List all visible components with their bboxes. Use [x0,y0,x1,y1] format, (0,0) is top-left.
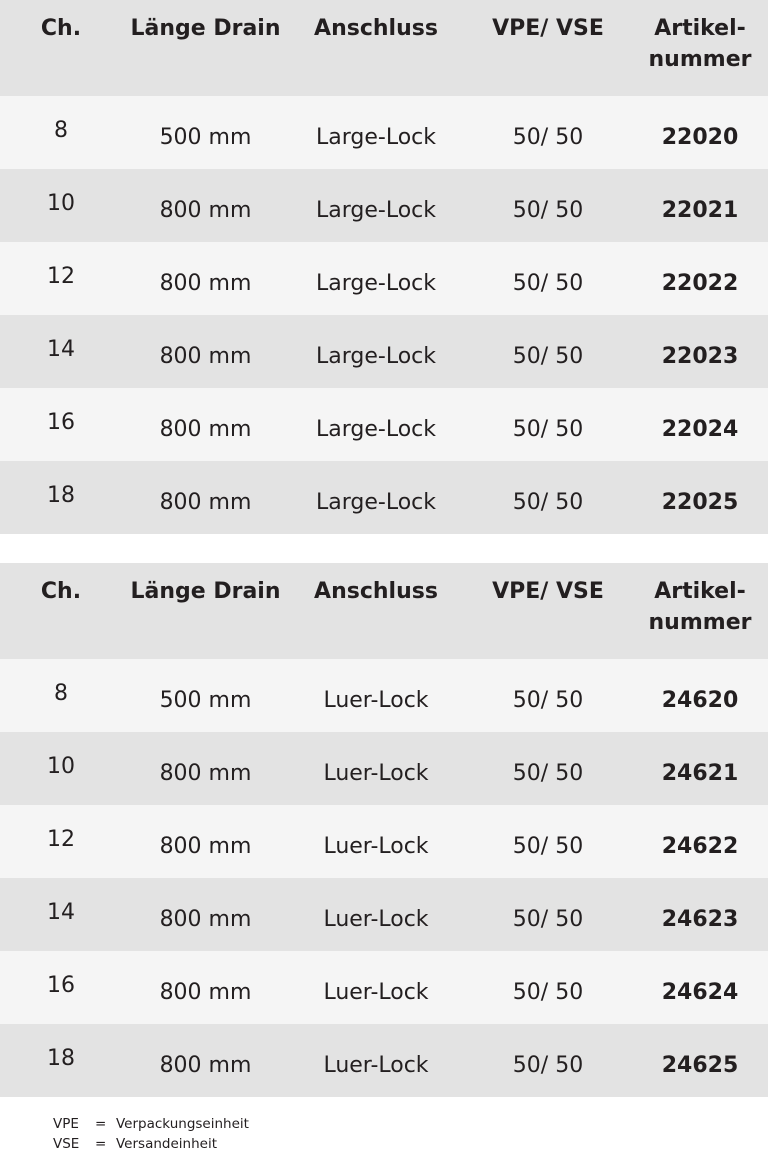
cell-laenge-drain: 800 mm [159,761,252,786]
cell-laenge-drain: 800 mm [159,907,252,932]
cell-artikelnummer: 24620 [661,688,739,713]
table-row [0,169,768,242]
cell-ch: 14 [47,337,75,362]
product-table-large-lock [0,0,768,534]
cell-ch: 12 [47,827,75,852]
header-anschluss: Anschluss [314,16,438,41]
cell-vpe-vse: 50/ 50 [512,490,584,515]
table-row [0,1024,768,1097]
legend-vse-text: Versandeinheit [116,1136,217,1152]
legend-vpe [53,1115,249,1133]
table-row [0,315,768,388]
cell-ch: 8 [54,681,68,706]
cell-artikelnummer: 24624 [661,980,739,1005]
cell-laenge-drain: 800 mm [159,344,252,369]
cell-ch: 16 [47,973,75,998]
table-row [0,96,768,169]
cell-artikelnummer: 24623 [661,907,739,932]
cell-artikelnummer: 22024 [661,417,739,442]
cell-artikelnummer: 22021 [661,198,739,223]
header-artikel-line2: nummer [648,47,752,72]
cell-ch: 16 [47,410,75,435]
cell-ch: 10 [47,191,75,216]
cell-anschluss: Luer-Lock [323,688,429,713]
table-header-row [0,563,768,659]
cell-anschluss: Large-Lock [315,271,436,296]
cell-vpe-vse: 50/ 50 [512,907,584,932]
cell-artikelnummer: 24625 [661,1053,739,1078]
cell-ch: 12 [47,264,75,289]
cell-artikelnummer: 24622 [661,834,739,859]
table-header-row [0,0,768,96]
legend-vse-abbr: VSE [53,1136,80,1152]
cell-anschluss: Luer-Lock [323,1053,429,1078]
cell-anschluss: Large-Lock [315,125,436,150]
table-row [0,659,768,732]
table-row [0,461,768,534]
cell-vpe-vse: 50/ 50 [512,125,584,150]
cell-laenge-drain: 800 mm [159,198,252,223]
table-row [0,878,768,951]
cell-ch: 10 [47,754,75,779]
cell-artikelnummer: 22020 [661,125,739,150]
table-row [0,242,768,315]
cell-laenge-drain: 500 mm [159,125,252,150]
cell-laenge-drain: 800 mm [159,980,252,1005]
cell-laenge-drain: 800 mm [159,271,252,296]
cell-vpe-vse: 50/ 50 [512,980,584,1005]
cell-laenge-drain: 500 mm [159,688,252,713]
header-ch: Ch. [40,16,82,41]
table-row [0,951,768,1024]
cell-ch: 18 [47,1046,75,1071]
header-artikelnummer [630,576,768,638]
table-row [0,388,768,461]
cell-vpe-vse: 50/ 50 [512,834,584,859]
legend-vse-equals: = [95,1136,107,1152]
cell-ch: 18 [47,483,75,508]
cell-laenge-drain: 800 mm [159,1053,252,1078]
cell-artikelnummer: 24621 [661,761,739,786]
cell-vpe-vse: 50/ 50 [512,344,584,369]
cell-vpe-vse: 50/ 50 [512,761,584,786]
cell-anschluss: Large-Lock [315,417,436,442]
cell-anschluss: Luer-Lock [323,980,429,1005]
cell-anschluss: Luer-Lock [323,834,429,859]
legend-vpe-text: Verpackungseinheit [116,1116,249,1132]
header-artikel-line1: Artikel- [654,16,746,41]
cell-vpe-vse: 50/ 50 [512,1053,584,1078]
cell-vpe-vse: 50/ 50 [512,271,584,296]
header-vpe-vse: VPE/ VSE [492,16,604,41]
cell-ch: 14 [47,900,75,925]
cell-artikelnummer: 22025 [661,490,739,515]
cell-vpe-vse: 50/ 50 [512,198,584,223]
header-artikel-line2: nummer [648,610,752,635]
header-laenge-drain: Länge Drain [130,16,281,41]
cell-anschluss: Luer-Lock [323,907,429,932]
cell-laenge-drain: 800 mm [159,834,252,859]
cell-laenge-drain: 800 mm [159,490,252,515]
table-row [0,732,768,805]
cell-vpe-vse: 50/ 50 [512,688,584,713]
header-artikelnummer [630,13,768,75]
cell-anschluss: Large-Lock [315,490,436,515]
cell-artikelnummer: 22022 [661,271,739,296]
cell-artikelnummer: 22023 [661,344,739,369]
table-row [0,805,768,878]
header-ch: Ch. [40,579,82,604]
header-artikel-line1: Artikel- [654,579,746,604]
cell-anschluss: Large-Lock [315,344,436,369]
cell-vpe-vse: 50/ 50 [512,417,584,442]
header-vpe-vse: VPE/ VSE [492,579,604,604]
cell-anschluss: Large-Lock [315,198,436,223]
legend-vpe-equals: = [95,1116,107,1132]
header-anschluss: Anschluss [314,579,438,604]
cell-laenge-drain: 800 mm [159,417,252,442]
legend-vse [53,1135,217,1153]
header-laenge-drain: Länge Drain [130,579,281,604]
product-table-luer-lock [0,563,768,1097]
cell-ch: 8 [54,118,68,143]
cell-anschluss: Luer-Lock [323,761,429,786]
legend-vpe-abbr: VPE [53,1116,79,1132]
